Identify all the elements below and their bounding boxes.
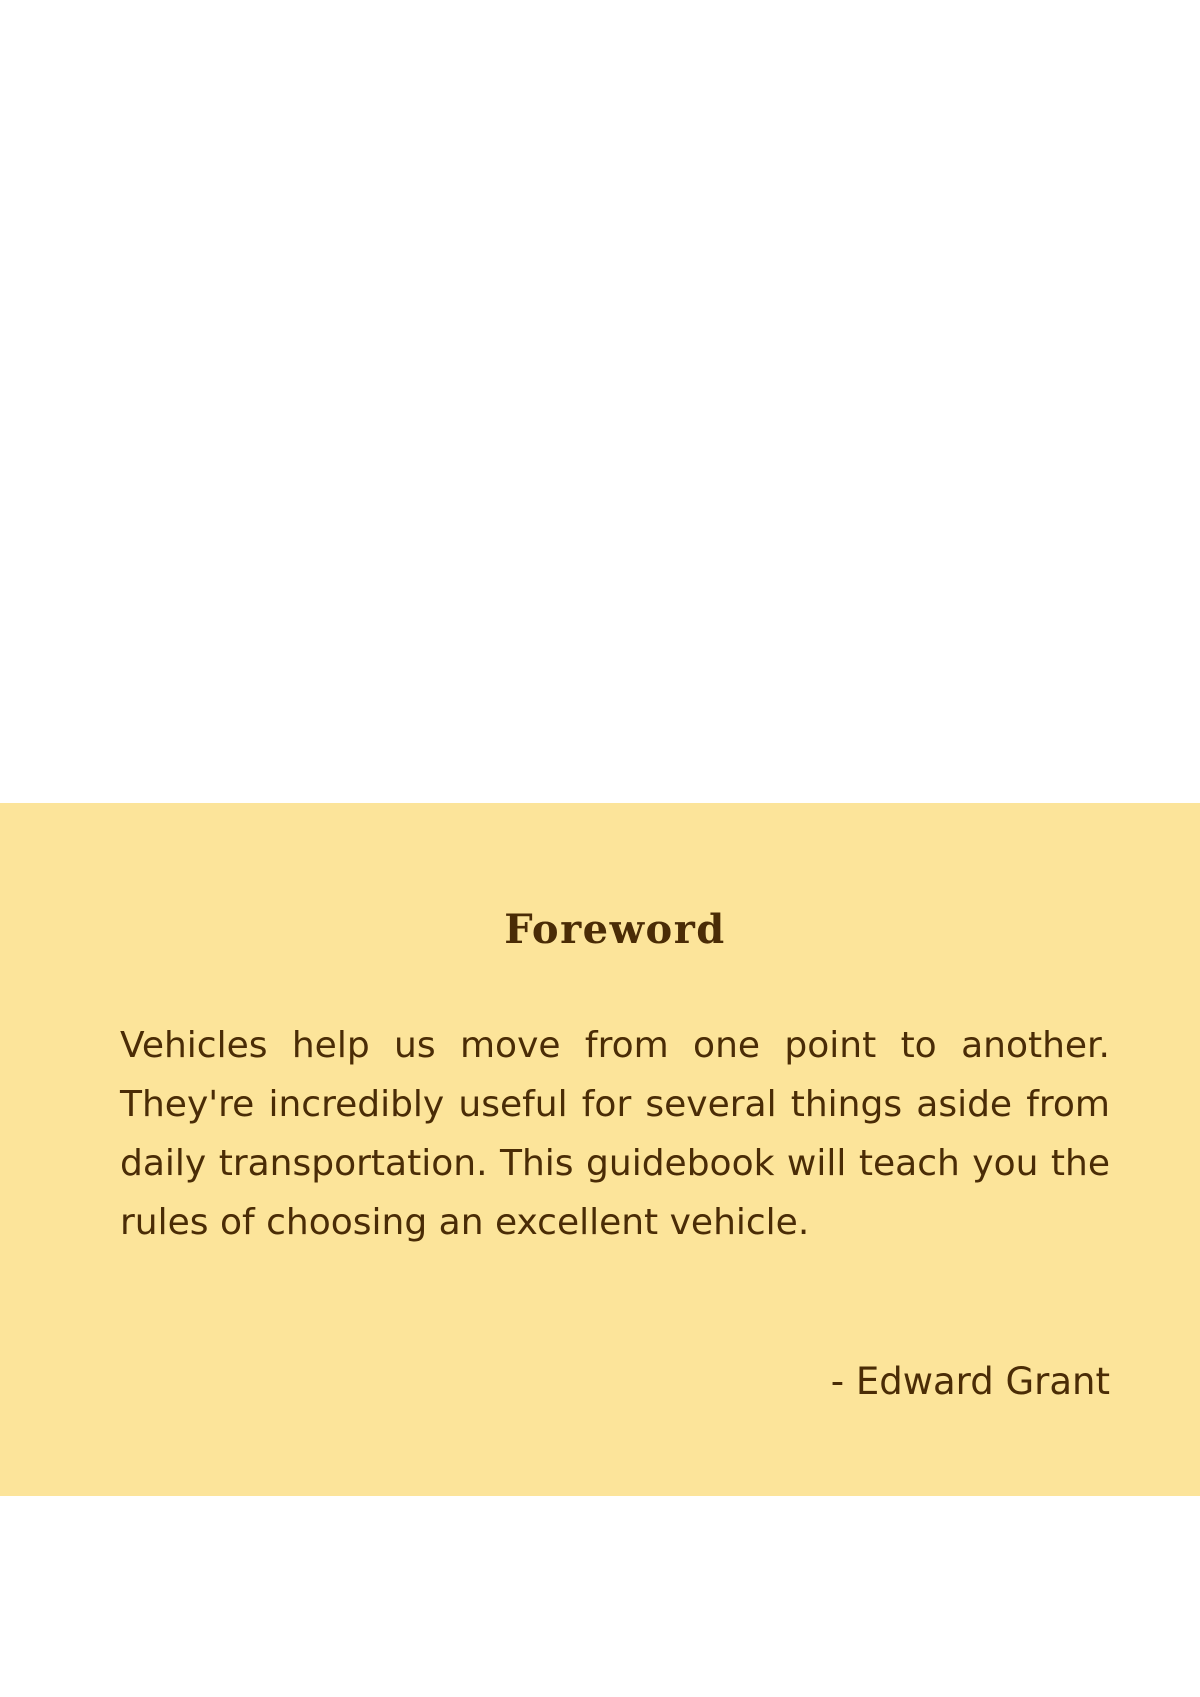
foreword-body-text: Vehicles help us move from one point to another. They're incredibly useful for several things aside from daily transportation. This guidebook will teach you the rules of choosing an excellent vehicle. <box>120 1025 1110 1243</box>
foreword-title: Foreword <box>504 906 726 953</box>
foreword-signature: - Edward Grant <box>830 1360 1110 1403</box>
